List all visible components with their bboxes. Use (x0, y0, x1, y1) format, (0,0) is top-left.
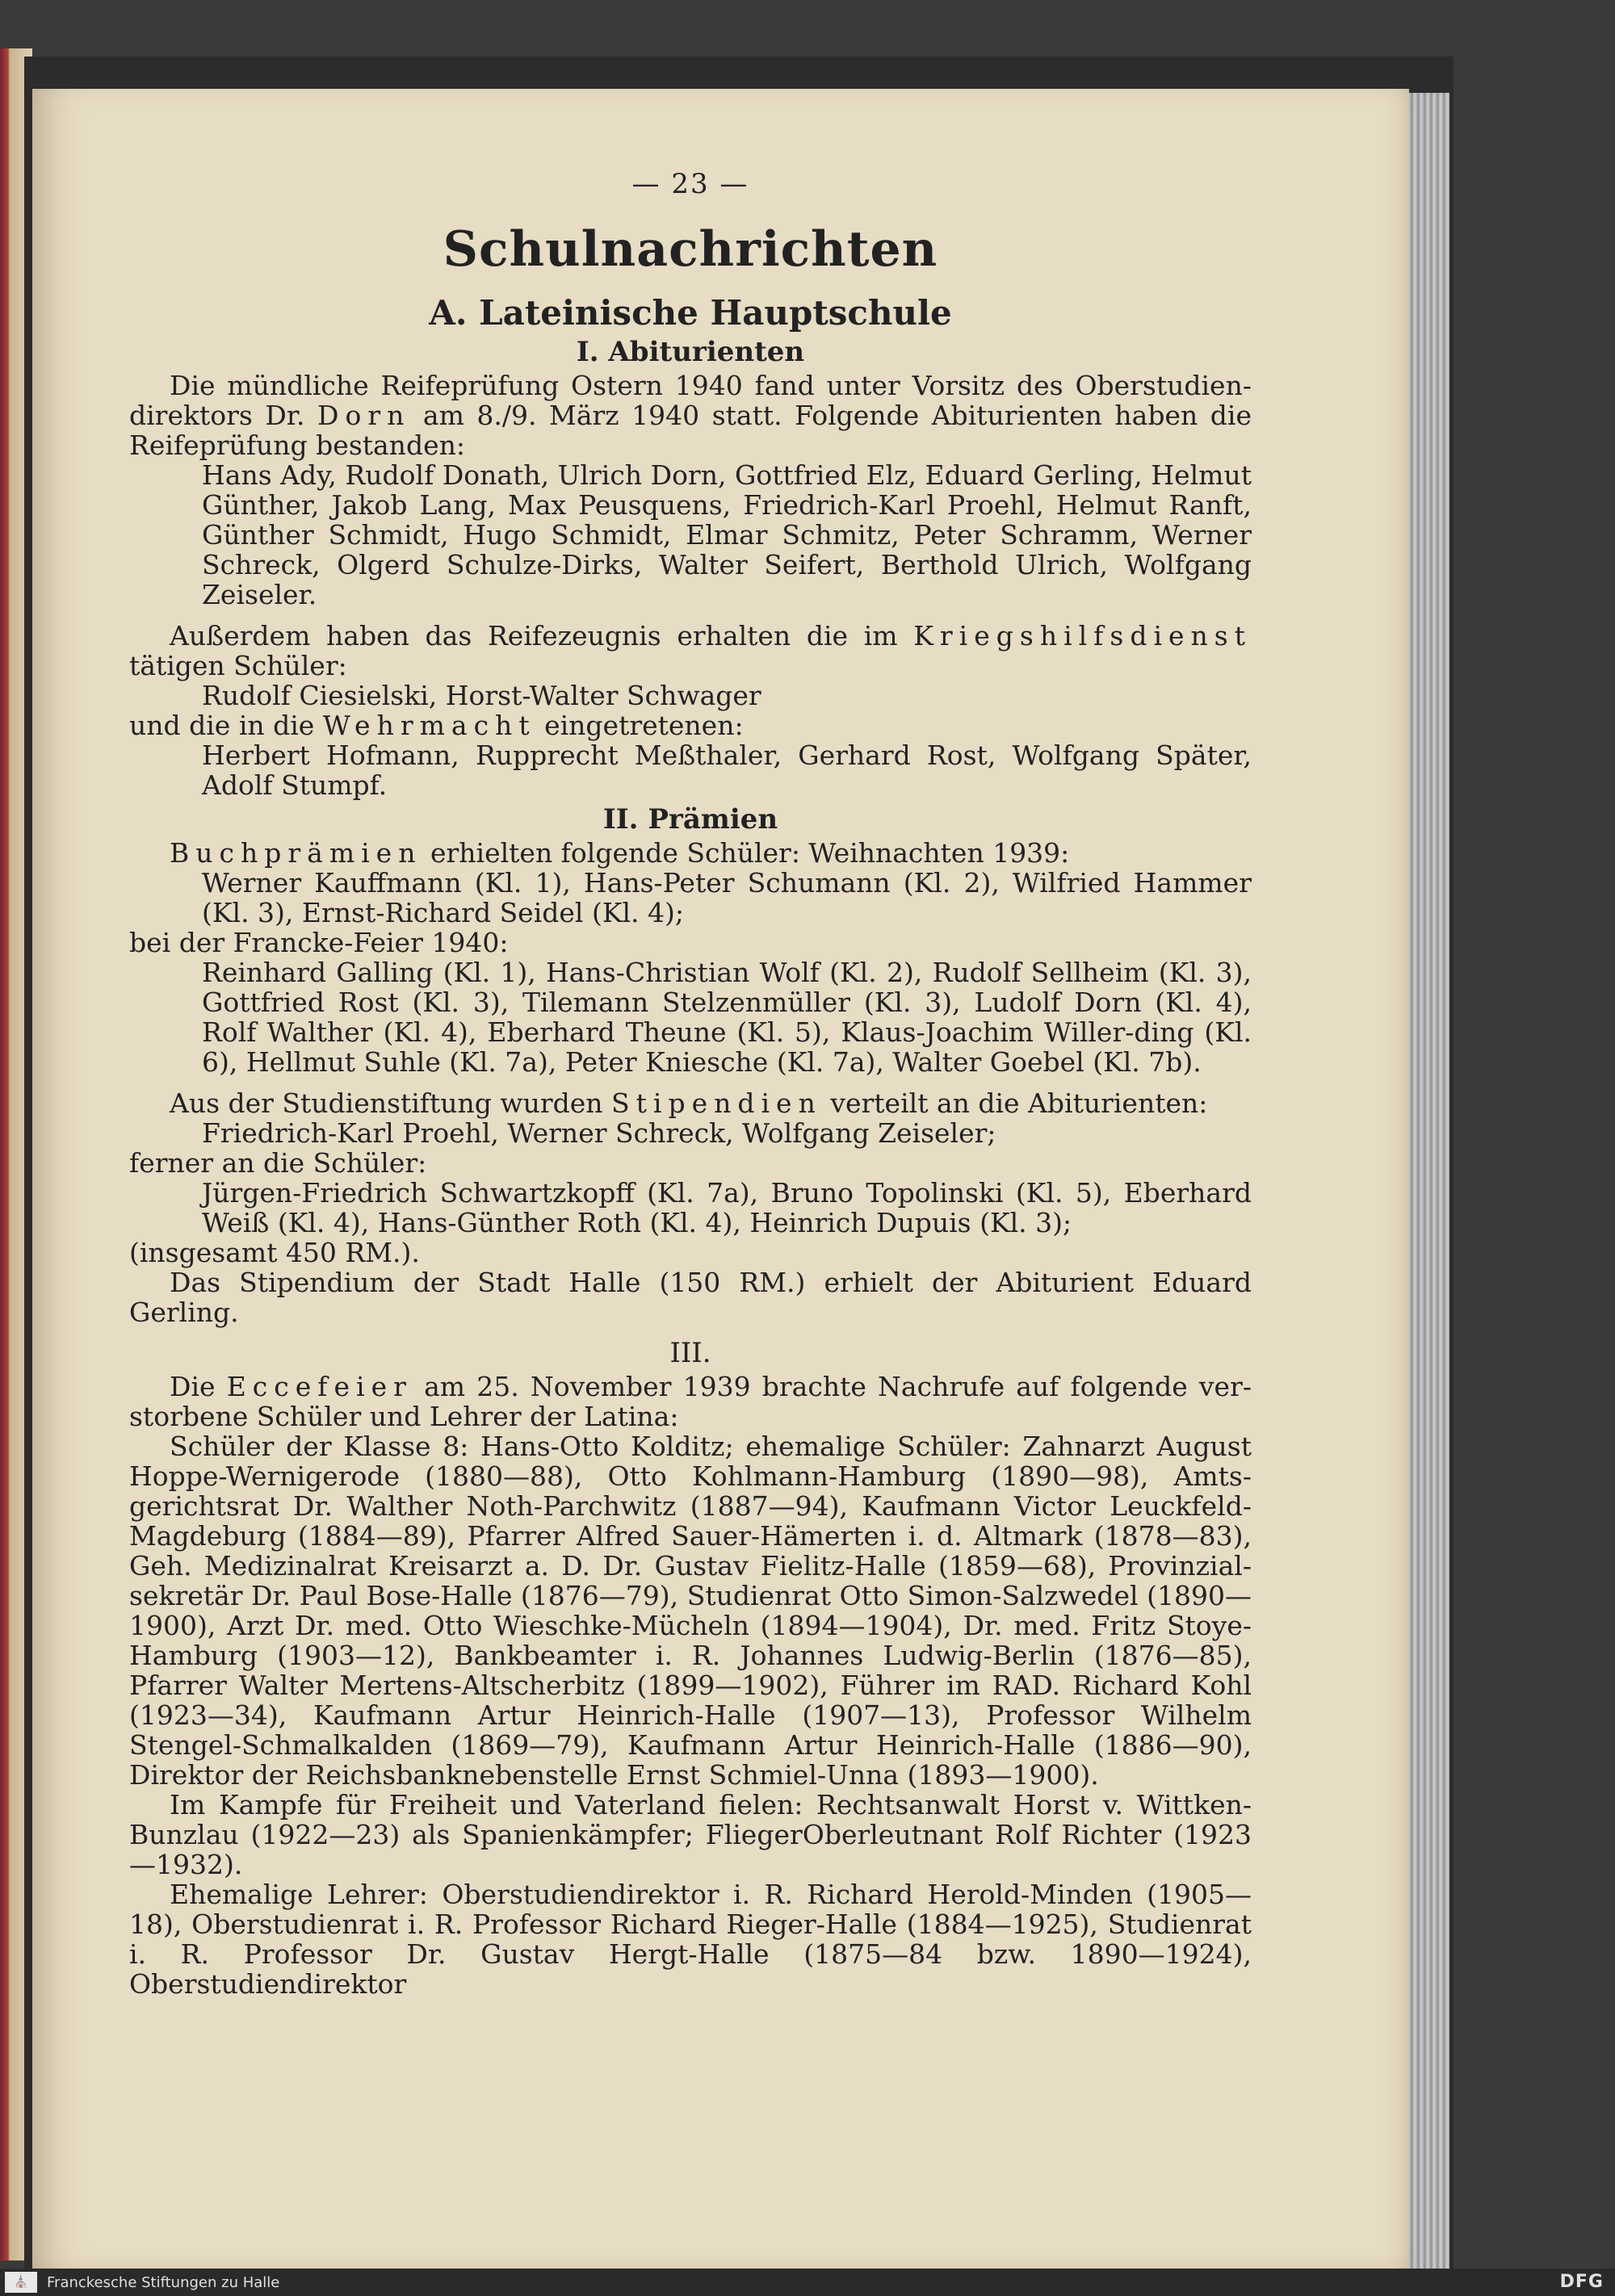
institution-logo-icon: ⛪ (5, 2272, 37, 2293)
page-number: — 23 — (631, 168, 749, 200)
francke-feier-intro: bei der Francke-Feier 1940: (129, 927, 509, 958)
francke-feier-list: Reinhard Galling (Kl. 1), Hans-Christian Wolf (Kl. 2), Rudolf Sellheim (Kl. 3), Gottfried Rost (Kl. 3), Tilemann Stelzenmüller (Kl. 3), Ludolf Dorn (Kl. 4), Rolf Walther (Kl. 4), Eberhard Theune (Kl. 5), Klaus-Joachim Willer-ding (Kl. 6), Hellmut Suhle (Kl. 7a), Peter Kniesche (Kl. 7a), Walter Goebel (Kl. 7b). (202, 957, 1252, 1078)
ferner-intro: ferner an die Schüler: (129, 1147, 427, 1179)
page-title: Schulnachrichten (443, 221, 938, 278)
abiturienten-heading: I. Abiturienten (576, 336, 805, 368)
abiturienten-list: Hans Ady, Rudolf Donath, Ulrich Dorn, Gottfried Elz, Eduard Gerling, Helmut Günther, Jakob Lang, Max Peusquens, Friedrich-Karl Proehl, Helmut Ranft, Günther Schmidt, Hugo Schmidt, Elmar Schmitz, Peter Schramm, Werner Schreck, Olgerd Schulze-Dirks, Walter Seifert, Berthold Ulrich, Wolfgang Zeiseler. (202, 459, 1252, 610)
ecce-heading: III. (669, 1337, 711, 1369)
praemien-heading: II. Prämien (602, 803, 778, 836)
stadt-stipendium: Das Stipendium der Stadt Halle (150 RM.) erhielt der Abiturient Eduard Gerling. (129, 1267, 1252, 1328)
stipendien-list: Friedrich-Karl Proehl, Werner Schreck, Wolfgang Zeiseler; (202, 1117, 996, 1149)
kriegshilfsdienst-intro: Außerdem haben das Reifezeugnis erhalten die im Kriegshilfsdienst tätigen Schüler: (129, 620, 1252, 681)
footer-bar (0, 2269, 1615, 2296)
abiturienten-intro: Die mündliche Reifeprüfung Ostern 1940 fand unter Vorsitz des Oberstudien-direktors Dr. Dorn am 8./9. März 1940 statt. Folgende Abiturienten haben die Reifeprüfung bestanden: (129, 370, 1252, 461)
dfg-logo: DFG (1559, 2272, 1604, 2292)
page-content (129, 170, 1252, 1999)
page-stack-edge (1405, 93, 1449, 2273)
stipendien-intro: Aus der Studienstiftung wurden Stipendien verteilt an die Abiturienten: (170, 1087, 1208, 1119)
wehrmacht-intro: und die in die Wehrmacht eingetretenen: (129, 710, 744, 741)
institution-name: Franckesche Stiftungen zu Halle (47, 2274, 280, 2291)
insgesamt-note: (insgesamt 450 RM.). (129, 1237, 420, 1268)
verstorbene-schueler: Schüler der Klasse 8: Hans-Otto Kolditz; ehemalige Schüler: Zahnarzt August Hoppe-Wernigerode (1880—88), Otto Kohlmann-Hamburg (1890—98), Amts-gerichtsrat Dr. Walther Noth-Parchwitz (1887—94), Kaufmann Victor Leuckfeld-Magdeburg (1884—89), Pfarrer Alfred Sauer-Hämerten i. d. Altmark (1878—83), Geh. Medizinalrat Kreisarzt a. D. Dr. Gustav Fielitz-Halle (1859—68), Provinzial-sekretär Dr. Paul Bose-Halle (1876—79), Studienrat Otto Simon-Salzwedel (1890—1900), Arzt Dr. med. Otto Wieschke-Mücheln (1894—1904), Dr. med. Fritz Stoye-Hamburg (1903—12), Bankbeamter i. R. Johannes Ludwig-Berlin (1876—85), Pfarrer Walter Mertens-Altscherbitz (1899—1902), Führer im RAD. Richard Kohl (1923—34), Kaufmann Artur Heinrich-Halle (1907—13), Professor Wilhelm Stengel-Schmalkalden (1869—79), Kaufmann Artur Heinrich-Halle (1886—90), Direktor der Reichsbanknebenstelle Ernst Schmiel-Unna (1893—1900). (129, 1431, 1252, 1791)
ehemalige-lehrer: Ehemalige Lehrer: Oberstudiendirektor i. R. Richard Herold-Minden (1905—18), Oberstudienrat i. R. Professor Richard Rieger-Halle (1884—1925), Studienrat i. R. Professor Dr. Gustav Hergt-Halle (1875—84 bzw. 1890—1924), Oberstudiendirektor (129, 1879, 1252, 2000)
wehrmacht-list: Herbert Hofmann, Rupprecht Meßthaler, Gerhard Rost, Wolfgang Später, Adolf Stumpf. (202, 739, 1252, 801)
kriegshilfsdienst-list: Rudolf Ciesielski, Horst-Walter Schwager (202, 680, 761, 711)
buchpraemien-intro: Buchprämien erhielten folgende Schüler: Weihnachten 1939: (170, 837, 1070, 869)
ferner-list: Jürgen-Friedrich Schwartzkopff (Kl. 7a), Bruno Topolinski (Kl. 5), Eberhard Weiß (Kl. 4), Hans-Günther Roth (Kl. 4), Heinrich Dupuis (Kl. 3); (202, 1177, 1252, 1238)
gefallene: Im Kampfe für Freiheit und Vaterland fielen: Rechtsanwalt Horst v. Wittken-Bunzlau (1922—23) als Spanienkämpfer; FliegerOberleutnant Rolf Richter (1923—1932). (129, 1789, 1252, 1880)
eccefeier-intro: Die Eccefeier am 25. November 1939 brachte Nachrufe auf folgende ver-storbene Schüler und Lehrer der Latina: (129, 1371, 1252, 1432)
weihnachten-list: Werner Kauffmann (Kl. 1), Hans-Peter Schumann (Kl. 2), Wilfried Hammer (Kl. 3), Ernst-Richard Seidel (Kl. 4); (202, 867, 1252, 928)
book-page (32, 89, 1409, 2269)
section-heading: A. Lateinische Hauptschule (429, 293, 952, 333)
